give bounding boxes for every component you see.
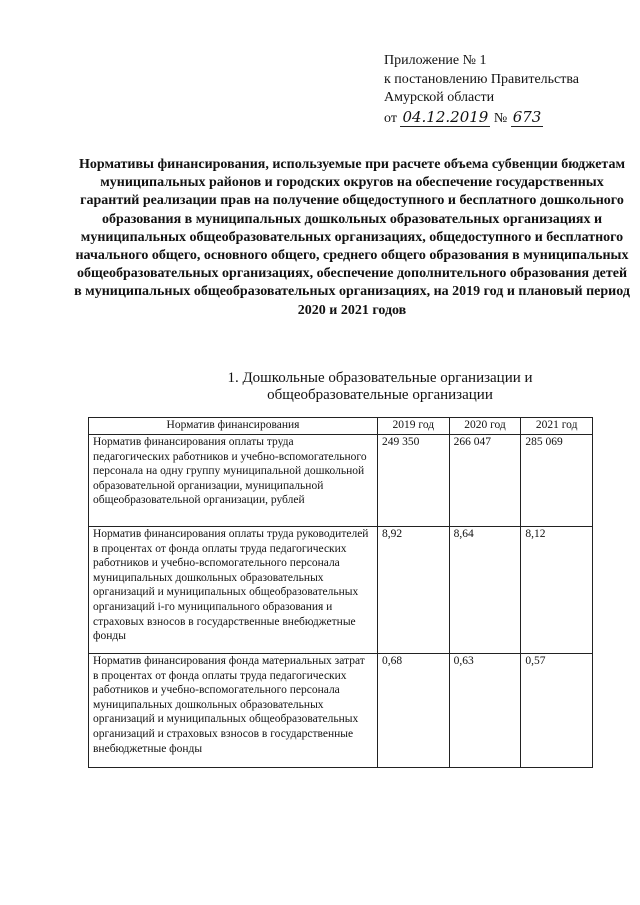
table-row: [89, 527, 593, 654]
row-label: Норматив финансирования оплаты труда руководителей в процентах от фонда оплаты труда педагогических работников и учебно-вспомогательного персонала муниципальных дошкольных образовательных организаций и муниципальных общеобразовательных организаций i-го муниципального образования и страховых взносов в государственные внебюджетные фонды: [89, 527, 378, 654]
document-title: Нормативы финансирования, используемые при расчете объема субвенции бюджетам муниципальных районов и городских округов на обеспечение государственных гарантий реализации прав на получение общедоступного и бесплатного дошкольного образования в муниципальных дошкольных образовательных организациях и муниципальных общеобразовательных организациях, общедоступного и бесплатного начального общего, основного общего, среднего общего образования в муниципальных общеобразовательных организациях, обеспечение дополнительного образования детей в муниципальных общеобразовательных организациях, на 2019 год и плановый период 2020 и 2021 годов: [74, 157, 630, 318]
value-2019: 249 350: [378, 435, 450, 527]
appendix-date-line: [384, 108, 579, 129]
table-row: [89, 435, 593, 527]
decree-date: 04.12.2019: [402, 107, 489, 126]
value-2019: 8,92: [378, 527, 450, 654]
row-label: Норматив финансирования фонда материальных затрат в процентах от фонда оплаты труда педагогических работников и учебно-вспомогательного персонала муниципальных дошкольных образовательных организаций и муниципальных общеобразовательных организаций и страховых взносов в государственные внебюджетные фонды: [89, 654, 378, 768]
value-2021: 8,12: [521, 527, 593, 654]
date-prefix: от: [384, 110, 397, 126]
value-2019: 0,68: [378, 654, 450, 768]
number-prefix: №: [493, 110, 508, 126]
row-label: Норматив финансирования оплаты труда педагогических работников и учебно-вспомогательного персонала на одну группу муниципальной дошкольной образовательной организации, муниципальной общеобразовательной организации, рублей: [89, 435, 378, 527]
value-2020: 0,63: [449, 654, 521, 768]
decree-number: 673: [512, 107, 542, 126]
section-title: 1. Дошкольные образовательные организации и общеобразовательные организации: [227, 370, 533, 403]
appendix-line-2: к постановлению Правительства: [384, 71, 580, 87]
header-2021: 2021 год: [521, 418, 593, 435]
header-norm: Норматив финансирования: [89, 418, 378, 435]
appendix-block: [384, 52, 579, 128]
appendix-line-3: Амурской области: [384, 90, 495, 105]
value-2021: 0,57: [521, 654, 593, 768]
table-row: [89, 654, 593, 768]
norms-table: [88, 417, 593, 768]
value-2021: 285 069: [521, 435, 593, 527]
value-2020: 266 047: [449, 435, 521, 527]
appendix-line-1: Приложение № 1: [384, 53, 487, 68]
header-2019: 2019 год: [378, 418, 450, 435]
table-header-row: [89, 418, 593, 435]
header-2020: 2020 год: [449, 418, 521, 435]
value-2020: 8,64: [449, 527, 521, 654]
